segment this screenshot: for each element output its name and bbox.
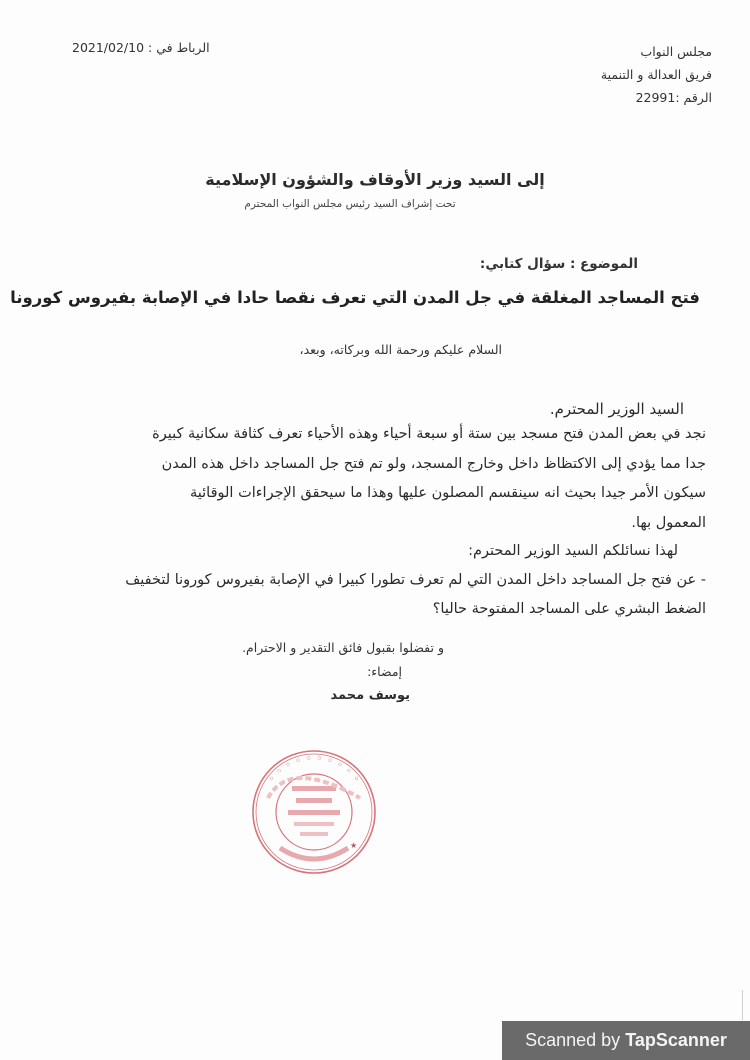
sender-header: [512, 40, 712, 109]
salutation: السيد الوزير المحترم.: [549, 400, 684, 418]
stamp-inner-line: [296, 798, 332, 803]
question-line: - عن فتح جل المساجد داخل المدن التي لم تعرف تطورا كبيرا في الإصابة بفيروس كورونا لتخفيف: [125, 572, 706, 588]
addressee-title: إلى السيد وزير الأوقاف والشؤون الإسلامية: [205, 170, 545, 189]
stamp-inner-line: [292, 786, 336, 791]
letter-body: [40, 420, 706, 538]
closing-line: و تفضلوا بقبول فائق التقدير و الاحترام.: [242, 640, 444, 655]
signer-name: يوسف محمد: [330, 688, 410, 703]
supervision-line: تحت إشراف السيد رئيس مجلس النواب المحترم: [244, 198, 456, 210]
institution-name: مجلس النواب: [640, 44, 712, 59]
scanner-watermark: [502, 1021, 750, 1060]
place-date: الرباط في : 2021/02/10: [72, 40, 210, 55]
question-line: الضغط البشري على المساجد المفتوحة حاليا؟: [432, 601, 706, 617]
official-stamp: [250, 748, 378, 876]
signature-label: إمضاء:: [367, 664, 402, 679]
question-intro: لهذا نسائلكم السيد الوزير المحترم:: [468, 543, 678, 559]
stamp-outer-text: ◦ ◦ ◦ ◦ ◦ ◦ ◦ ◦ ◦ ◦: [264, 751, 364, 786]
parliamentary-group: فريق العدالة و التنمية: [600, 67, 712, 82]
stamp-inner-line: [294, 822, 334, 826]
body-line: نجد في بعض المدن فتح مسجد بين ستة أو سبعة أحياء وهذه الأحياء تعرف كثافة سكانية كبيرة: [152, 426, 706, 442]
stamp-star-icon: ★: [350, 841, 358, 850]
body-line: جدا مما يؤدي إلى الاكتظاظ داخل وخارج المسجد، ولو تم فتح جل المساجد داخل هذه المدن: [161, 455, 706, 472]
body-line: سيكون الأمر جيدا بحيث انه سينقسم المصلون عليها وهذا ما سيحقق الإجراءات الوقائية: [189, 485, 706, 501]
scan-edge: [742, 990, 743, 1020]
subject-label: الموضوع : سؤال كتابي:: [479, 256, 638, 272]
body-line: المعمول بها.: [631, 514, 706, 531]
watermark-brand: TapScanner: [625, 1030, 727, 1050]
subject-title: فتح المساجد المغلقة في جل المدن التي تعرف نقصا حادا في الإصابة بفيروس كورونا: [10, 288, 700, 307]
stamp-inner-line: [300, 832, 328, 836]
watermark-prefix: Scanned by: [525, 1030, 621, 1050]
greeting: السلام عليكم ورحمة الله وبركاته، وبعد،: [299, 342, 502, 357]
reference-number: الرقم :22991: [635, 90, 712, 105]
stamp-inner-line: [288, 810, 340, 815]
stamp-seal-graphic: [250, 748, 378, 876]
question-block: [28, 537, 706, 624]
